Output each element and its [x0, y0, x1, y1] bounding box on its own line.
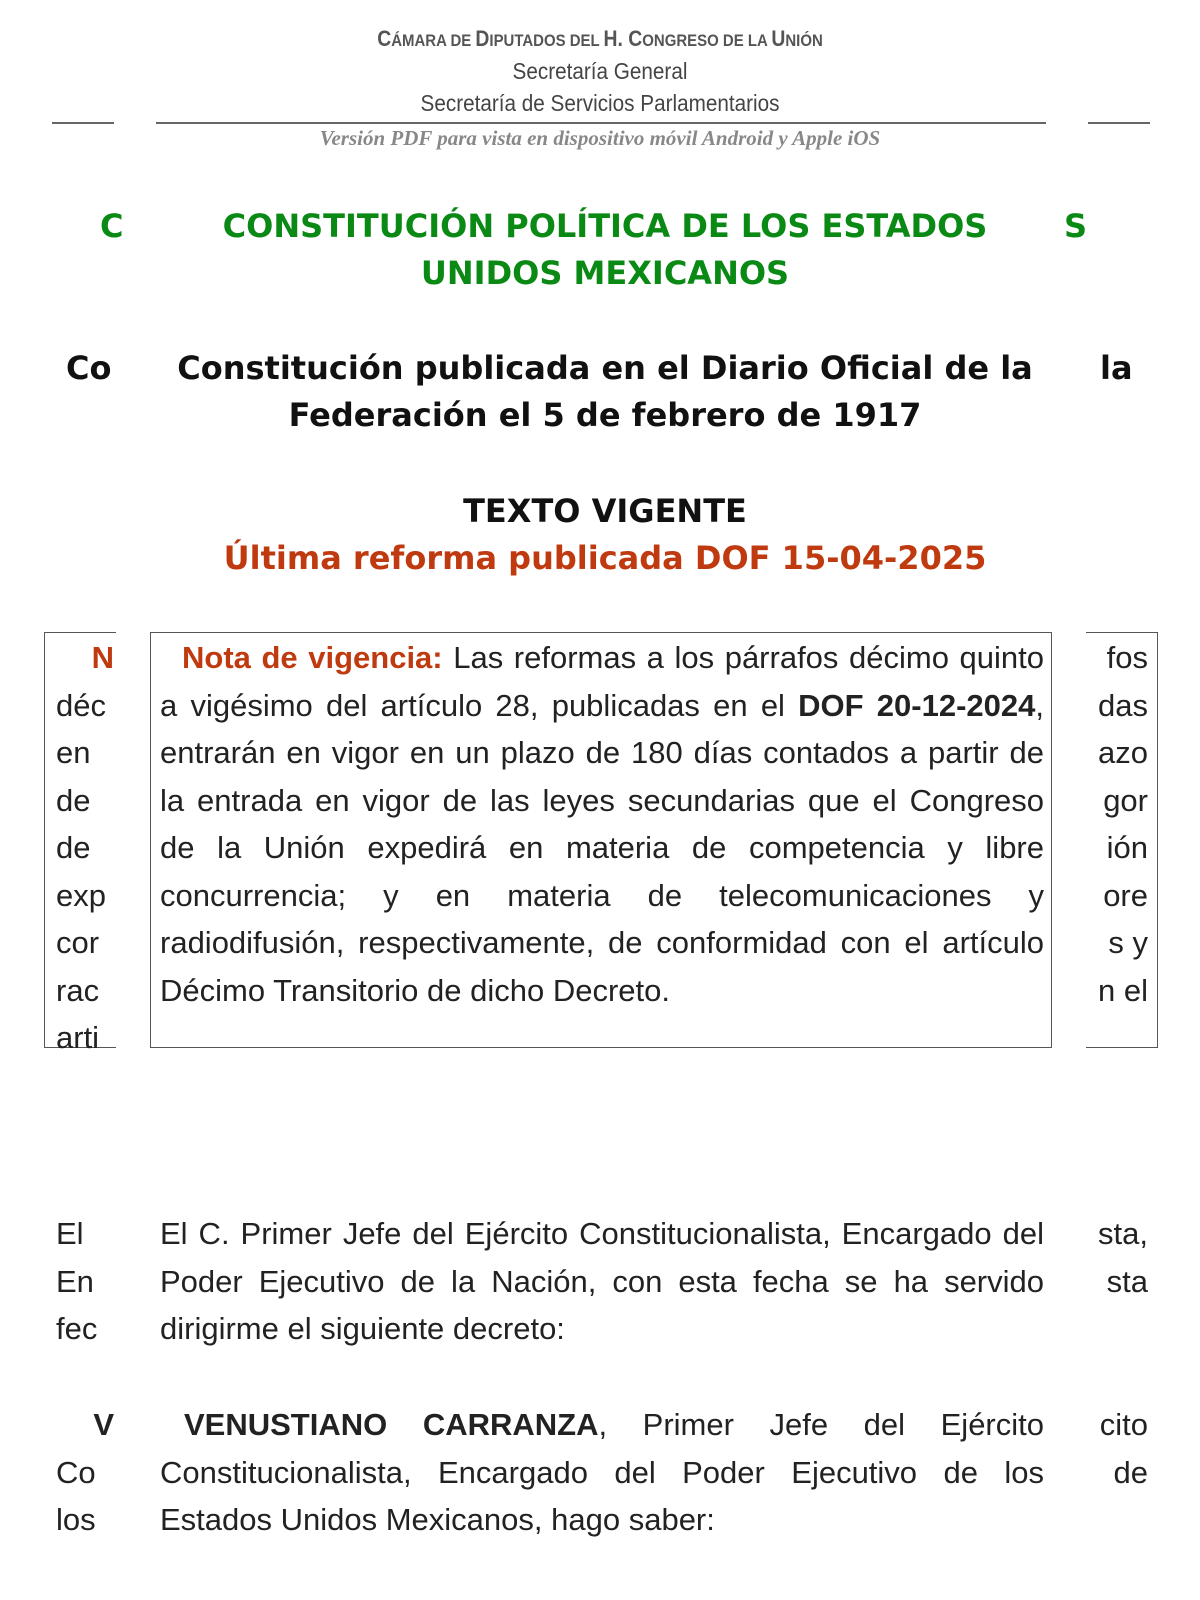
ghost-line: V	[93, 1407, 114, 1442]
ghost-line: Co	[56, 1454, 96, 1490]
ghost-line: gor	[1103, 782, 1148, 818]
header-rule-right	[1088, 122, 1150, 124]
chamber-name-part: D	[475, 26, 490, 51]
ghost-line: azo	[1098, 735, 1148, 770]
ghost-publication-left: Co	[66, 349, 112, 387]
ghost-line: En	[56, 1263, 94, 1299]
ghost-line: sta	[1106, 1263, 1148, 1299]
document-title-line: UNIDOS MEXICANOS	[420, 254, 790, 292]
last-reform: Última reforma publicada DOF 15-04-2025	[223, 539, 987, 577]
ghost-line: rac	[56, 972, 100, 1008]
header-rule-left	[52, 122, 114, 124]
ghost-para1-right	[1088, 1210, 1148, 1305]
chamber-name-part: C	[377, 26, 392, 51]
ghost-line: El	[56, 1216, 84, 1251]
chamber-name-part: IPUTADOS DEL	[489, 31, 604, 50]
ghost-para2-left	[56, 1401, 114, 1544]
ghost-title-right: S	[1064, 207, 1088, 245]
ghost-line: ión	[1106, 830, 1148, 865]
publication-line: Federación el 5 de febrero de 1917	[288, 396, 922, 434]
ghost-line: cito	[1099, 1407, 1148, 1442]
dof-reference: DOF 20-12-2024	[798, 687, 1036, 723]
ghost-line: ore	[1103, 877, 1148, 913]
ghost-line: N	[91, 640, 114, 675]
ghost-line: déc	[56, 687, 106, 723]
chamber-name-part: H. C	[603, 26, 643, 51]
chamber-name-part: U	[771, 26, 786, 51]
note-label: Nota de vigencia:	[182, 640, 443, 675]
ghost-line: arti	[56, 1020, 100, 1055]
document-title	[150, 203, 1060, 297]
secretaria-servicios: Secretaría de Servicios Parlamentarios	[420, 90, 780, 116]
decree-intro: El C. Primer Jefe del Ejército Constitucionalista, Encargado del Poder Ejecutivo de la Nación, con esta fecha se ha servido dirigirme el siguiente decreto:	[160, 1216, 1044, 1346]
ghost-title-left: C	[100, 207, 124, 245]
ghost-line: n el	[1098, 972, 1148, 1008]
secretaria-general: Secretaría General	[512, 58, 688, 84]
ghost-publication-right: la	[1100, 349, 1133, 387]
note-text	[160, 634, 1044, 1014]
note-body: Las reformas a los párrafos décimo quinto a vigésimo del artículo 28, publicadas en el	[160, 640, 1044, 723]
chamber-name-part: NIÓN	[785, 31, 823, 50]
ghost-line: los	[56, 1502, 96, 1537]
ghost-line: cor	[56, 925, 100, 960]
ghost-line: fos	[1106, 640, 1148, 675]
version-note: Versión PDF para vista en dispositivo móvil Android y Apple iOS	[319, 126, 881, 150]
ghost-note-right	[1088, 634, 1148, 1014]
ghost-line: de	[1113, 1454, 1148, 1490]
proclamation-text: , Primer Jefe del Ejército Constitucionalista, Encargado del Poder Ejecutivo de los Estados Unidos Mexicanos, hago saber:	[160, 1407, 1045, 1537]
ghost-line: de	[56, 830, 91, 865]
ghost-line: das	[1098, 687, 1148, 723]
ghost-para2-right	[1088, 1401, 1148, 1496]
ghost-line: s y	[1108, 925, 1148, 960]
ghost-line: sta,	[1098, 1216, 1148, 1251]
note-body: , entrarán en vigor en un plazo de 180 días contados a partir de la entrada en vigor de las leyes secundarias que el Congreso de la Unión expedirá en materia de competencia y libre concurrencia; y en materia de telecomunicaciones y radiodifusión, respectivamente, de conformidad con el artículo Décimo Transitorio de dicho Decreto.	[160, 687, 1044, 1008]
ghost-line: fec	[56, 1311, 98, 1346]
ghost-para1-left	[56, 1210, 114, 1353]
publication-line: Constitución publicada en el Diario Oficial de la	[177, 349, 1033, 387]
chamber-name-part: ÁMARA DE	[391, 31, 476, 50]
decree-proclamation	[160, 1401, 1044, 1544]
status-heading: TEXTO VIGENTE	[463, 492, 747, 530]
ghost-line: en	[56, 735, 91, 770]
header-rule	[156, 122, 1046, 124]
publication-info	[150, 345, 1060, 439]
ghost-note-left	[56, 634, 114, 1062]
ghost-line: de	[56, 782, 91, 818]
document-title-line: CONSTITUCIÓN POLÍTICA DE LOS ESTADOS	[222, 207, 988, 245]
chamber-name-part: ONGRESO DE LA	[642, 31, 772, 50]
president-name: VENUSTIANO CARRANZA	[184, 1407, 599, 1442]
ghost-line: exp	[56, 877, 106, 913]
chamber-name	[72, 26, 1128, 52]
